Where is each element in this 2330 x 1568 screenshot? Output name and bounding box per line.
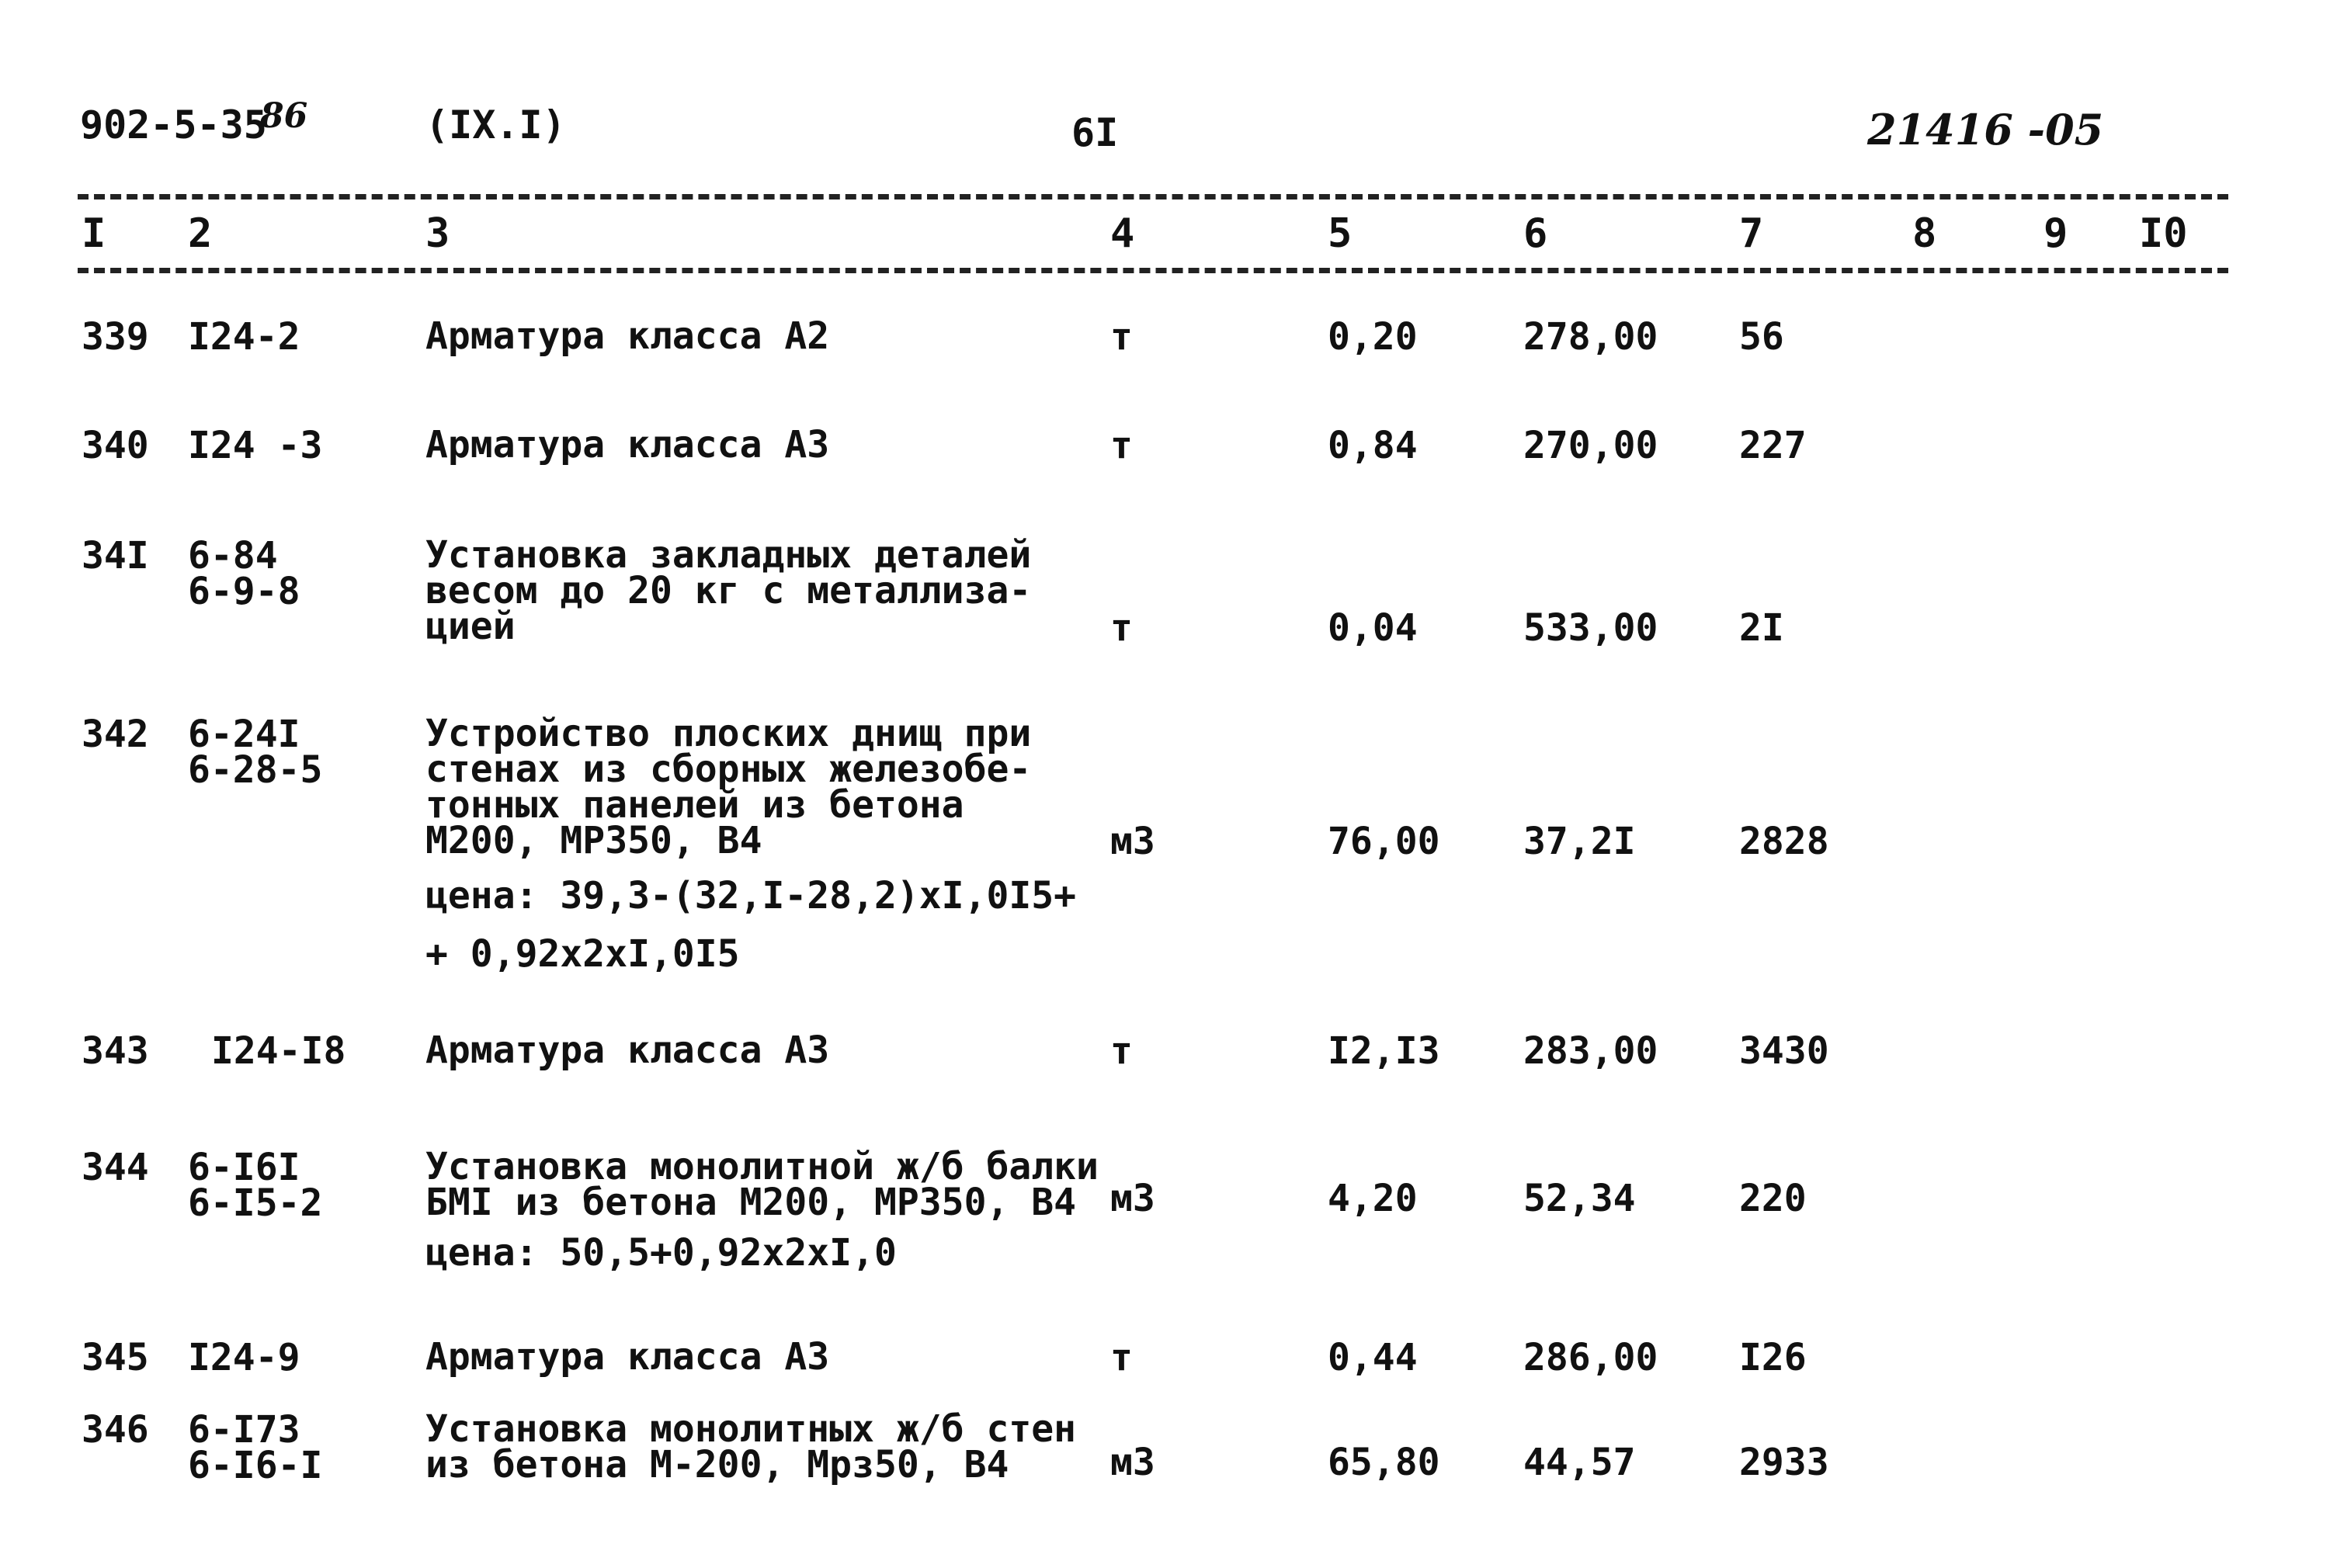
norm-code: 6-24I [188,713,300,756]
work-description: М200, МР350, В4 [425,819,762,862]
work-description: из бетона М-200, Мрз50, В4 [425,1443,1009,1486]
doc-code: 902-5-35 [80,102,267,147]
norm-code: 6-9-8 [188,570,300,613]
unit: т [1110,315,1133,359]
row-number: 345 [82,1336,149,1379]
column-number: I [82,210,106,257]
unit-price: 278,00 [1523,315,1658,359]
work-description: тонных панелей из бетона [425,783,964,827]
unit: т [1110,424,1133,467]
header-bottom-rule [78,268,2228,273]
work-description: Установка монолитной ж/б балки [425,1145,1099,1188]
column-number: I0 [2139,210,2188,257]
unit: т [1110,606,1133,650]
column-number: 6 [1523,210,1548,257]
column-number: 7 [1739,210,1764,257]
total-cost: 56 [1739,315,1784,359]
quantity: 0,84 [1328,424,1418,467]
quantity: 0,20 [1328,315,1418,359]
section-label: (IX.I) [425,102,566,147]
norm-code: 6-I6-I [188,1444,323,1487]
total-cost: I26 [1739,1336,1807,1379]
unit-price: 37,2I [1523,820,1636,863]
work-description: Установка закладных деталей [425,533,1032,577]
archive-stamp: 21416 -05 [1867,105,2104,154]
column-number: 3 [425,210,450,257]
work-description: БМI из бетона М200, МР350, В4 [425,1181,1077,1224]
quantity: 76,00 [1328,820,1440,863]
norm-code: I24-I8 [211,1029,346,1073]
total-cost: 3430 [1739,1029,1829,1073]
norm-code: 6-84 [188,534,278,578]
unit-price: 44,57 [1523,1441,1636,1484]
row-number: 340 [82,424,149,467]
page-number: 6I [1071,110,1119,155]
doc-code-handwritten: 86 [260,96,308,136]
norm-code: I24-9 [188,1336,300,1379]
unit: м3 [1110,1177,1155,1220]
work-description: весом до 20 кг с металлиза- [425,569,1032,612]
price-note: + 0,92x2xI,0I5 [425,932,740,976]
work-description: цией [425,605,516,648]
work-description: Установка монолитных ж/б стен [425,1407,1077,1451]
norm-code: I24 -3 [188,424,323,467]
price-note: цена: 39,3-(32,I-28,2)xI,0I5+ [425,874,1077,918]
column-number: 5 [1328,210,1353,257]
quantity: 4,20 [1328,1177,1418,1220]
quantity: 0,44 [1328,1336,1418,1379]
total-cost: 220 [1739,1177,1807,1220]
unit: т [1110,1336,1133,1379]
work-description: Арматура класса А3 [425,1029,830,1072]
work-description: Арматура класса А2 [425,314,830,358]
norm-code: 6-I5-2 [188,1181,323,1225]
unit-price: 533,00 [1523,606,1658,650]
column-number: 8 [1912,210,1937,257]
unit: м3 [1110,820,1155,863]
total-cost: 2I [1739,606,1784,650]
row-number: 344 [82,1146,149,1189]
column-number: 2 [188,210,213,257]
row-number: 343 [82,1029,149,1073]
work-description: стенах из сборных железобе- [425,748,1032,791]
unit: т [1110,1029,1133,1073]
unit-price: 286,00 [1523,1336,1658,1379]
norm-code: 6-I73 [188,1408,300,1452]
unit-price: 283,00 [1523,1029,1658,1073]
total-cost: 2828 [1739,820,1829,863]
quantity: 65,80 [1328,1441,1440,1484]
row-number: 342 [82,713,149,756]
column-number: 9 [2044,210,2068,257]
column-number: 4 [1110,210,1135,257]
total-cost: 2933 [1739,1441,1829,1484]
work-description: Арматура класса А3 [425,423,830,467]
quantity: 0,04 [1328,606,1418,650]
quantity: I2,I3 [1328,1029,1440,1073]
norm-code: I24-2 [188,315,300,359]
header-top-rule [78,194,2228,199]
row-number: 339 [82,315,149,359]
price-note: цена: 50,5+0,92x2xI,0 [425,1231,897,1275]
unit-price: 52,34 [1523,1177,1636,1220]
unit: м3 [1110,1441,1155,1484]
row-number: 34I [82,534,149,578]
unit-price: 270,00 [1523,424,1658,467]
row-number: 346 [82,1408,149,1452]
work-description: Арматура класса А3 [425,1335,830,1379]
norm-code: 6-28-5 [188,748,323,792]
work-description: Устройство плоских днищ при [425,712,1032,755]
norm-code: 6-I6I [188,1146,300,1189]
total-cost: 227 [1739,424,1807,467]
